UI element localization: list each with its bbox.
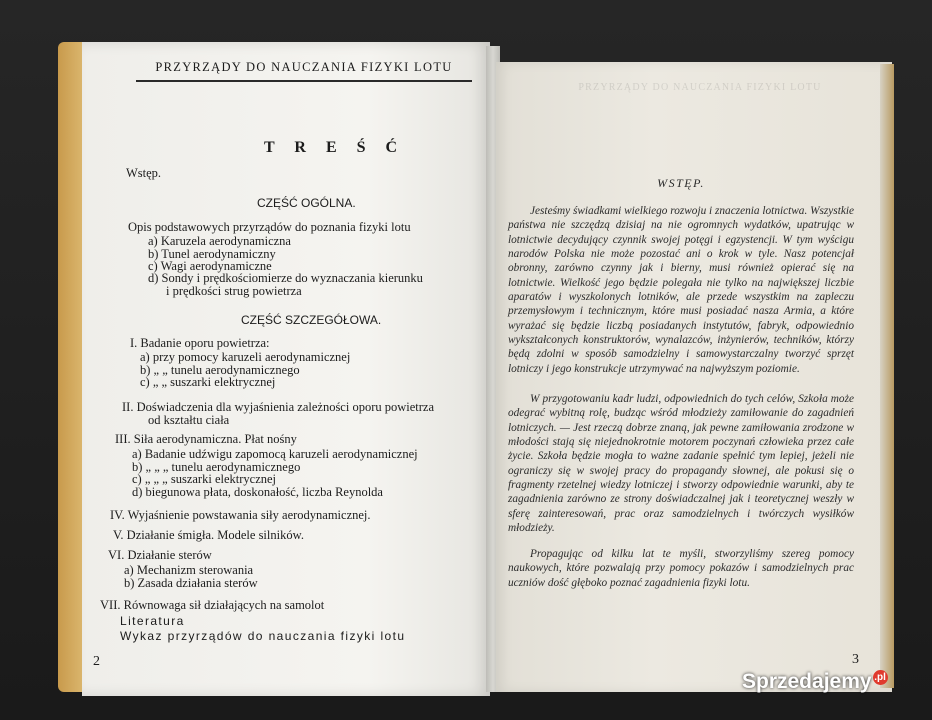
header-rule [136,80,472,82]
right-page-edge [880,64,894,688]
running-header: PRZYRZĄDY DO NAUCZANIA FIZYKI LOTU [155,60,453,74]
toc-line: IV. Wyjaśnienie powstawania siły aerodynamicznej. [110,508,371,522]
toc-line: a) przy pomocy karuzeli aerodynamicznej [140,350,351,364]
toc-line: od kształtu ciała [148,413,230,427]
toc-line: a) Karuzela aerodynamiczna [148,234,291,248]
toc-line: i prędkości strug powietrza [166,284,302,298]
toc-line: VII. Równowaga sił działających na samolot [100,598,325,612]
right-page-heading: WSTĘP. [657,176,705,190]
page-number-right: 3 [852,652,859,667]
toc-line: III. Siła aerodynamiczna. Płat nośny [115,432,297,446]
paragraph: W przygotowaniu kadr ludzi, odpowiednich do tych celów, Szkoła może odegrać wybitną rolę, budząc wśród młodzieży zamiłowanie do zagadnień lotniczych. — Jest rzeczą dobrze znaną, jak pewne zamiłowania zrodzone w młodości stają się niejednokrotnie motorem poczynań człowieka przez całe życie. Szkoła będzie mogła to ważne zadanie spełnić tym lepiej, jeżeli nie ograniczy się w swojej pracy do propagandy słownej, ale pokusi się o fragmenty rzetelnej wiedzy lotniczej i stworzy odpowiednie warunki, aby te zagadnienia zarówno ze strony doświadczalnej jak i teoretycznej weszły w sferę zainteresowań, prac oraz samodzielnych i twórczych wysiłków młodzieży. [508,393,854,535]
toc-title: T R E Ś Ć [264,139,406,156]
toc-line: b) „ „ „ tunelu aerodynamicznego [132,460,301,474]
toc-line: Wykaz przyrządów do nauczania fizyki lotu [120,629,406,643]
section-heading: CZĘŚĆ SZCZEGÓŁOWA. [241,313,382,327]
paragraph: Propagując od kilku lat te myśli, stworzyliśmy szereg pomocy naukowych, które pozwalają przy pomocy pokazów i samodzielnych prac uczniów dość głęboko poznać zagadnienia fizyki lotu. [508,548,854,589]
toc-line: c) „ „ „ suszarki elektrycznej [132,472,277,486]
toc-line: I. Badanie oporu powietrza: [130,336,270,350]
watermark-text: Sprzedajemy [742,670,872,693]
toc-line: Literatura [120,614,185,628]
bleed-through-header: PRZYRZĄDY DO NAUCZANIA FIZYKI LOTU [578,82,822,93]
paragraph: Jesteśmy świadkami wielkiego rozwoju i znaczenia lotnictwa. Wszystkie państwa nie szczędzą dzisiaj na nie ogromnych wydatków, upatrując w lotnictwie decydujący czynnik swojej potęgi i egzystencji. W tym wyścigu narodów Polska nie może pozostać ani o krok w tyle. Nasz potencjał obronny, zarówno czynny jak i bierny, musi również opierać się na lotnictwie. Wielkość jego będzie polegała nie tylko na największej liczbie aparatów i wyszkolonych lotników, ale przede wszystkim na zapleczu przemysłowym i technicznym, które musi posiadać nasza Armia, a które wyrażać się będzie liczbą posiadanych instytutów, fabryk, odpowiednio wykształconych konstruktorów, wynalazców, inżynierów, techników, którzy będą zdolni w sposób samodzielny i samowystarczalny tworzyć sprzęt lotniczy i jego konstrukcje utrzymywać na najwyższym poziomie. [508,205,855,375]
toc-line: c) Wagi aerodynamiczne [148,259,272,273]
toc-line: d) Sondy i prędkościomierze do wyznaczania kierunku [148,271,423,285]
toc-line: a) Mechanizm sterowania [124,563,254,577]
toc-line: Wstęp. [126,166,162,180]
section-heading: CZĘŚĆ OGÓLNA. [257,196,356,210]
toc-line: b) Tunel aerodynamiczny [148,247,276,261]
toc-line: II. Doświadczenia dla wyjaśnienia zależności oporu powietrza [122,400,435,414]
watermark-suffix: .pl [874,672,886,683]
toc-line: Opis podstawowych przyrządów do poznania fizyki lotu [128,220,411,234]
site-watermark-logo [742,670,888,694]
toc-line: b) Zasada działania sterów [124,576,258,590]
toc-line: a) Badanie udźwigu zapomocą karuzeli aerodynamicznej [132,447,418,461]
toc-line: V. Działanie śmigła. Modele silników. [113,528,304,542]
page-number-left: 2 [93,654,100,669]
toc-line: b) „ „ tunelu aerodynamicznego [140,363,300,377]
toc-line: VI. Działanie sterów [108,548,212,562]
toc-line: d) biegunowa płata, doskonałość, liczba Reynolda [132,485,383,499]
right-page [496,62,892,692]
toc-line: c) „ „ suszarki elektrycznej [140,375,276,389]
